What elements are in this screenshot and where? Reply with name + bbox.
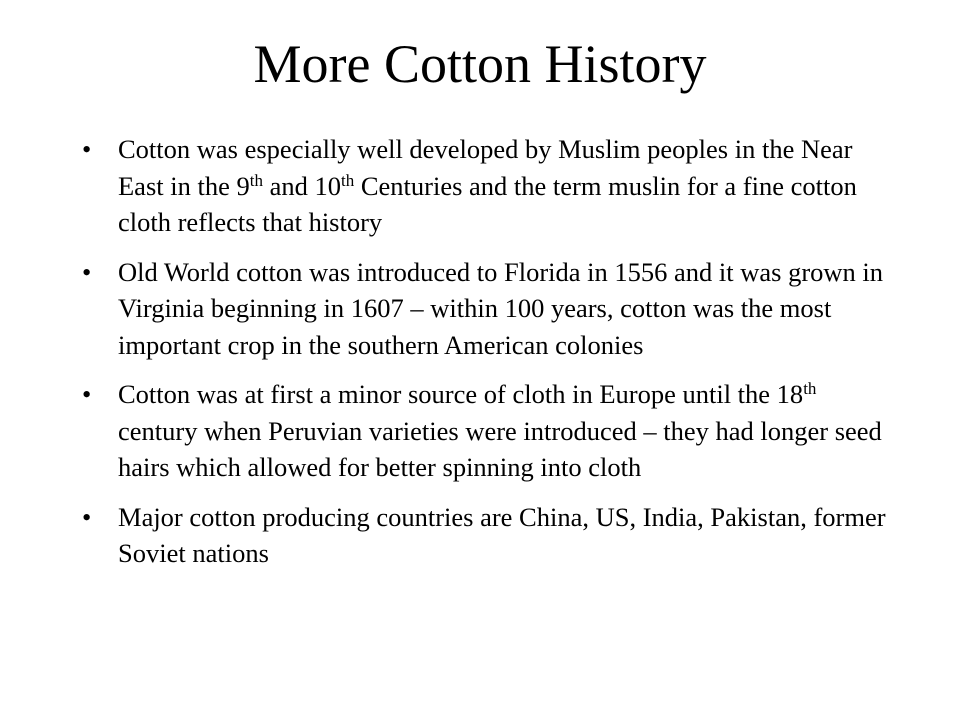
bullet-dot-icon: • bbox=[82, 134, 92, 164]
superscript: th bbox=[341, 170, 355, 190]
bullet-item bbox=[82, 254, 902, 364]
bullet-text bbox=[118, 379, 882, 482]
bullet-text-run: and 10 bbox=[262, 170, 341, 201]
bullet-dot-icon: • bbox=[82, 379, 92, 409]
bullet-item bbox=[82, 131, 902, 241]
bullet-item bbox=[82, 376, 902, 486]
bullet-text-run: Centuries and the term muslin for a fine cotton cloth reflects that history bbox=[118, 170, 857, 237]
bullet-text bbox=[118, 134, 857, 237]
bullet-text-run: Old World cotton was introduced to Florida in 1556 and it was grown in Virginia beginning in 1607 – within 100 years, cotton was the most important crop in the southern American colonies bbox=[118, 256, 884, 360]
bullet-dot-icon: • bbox=[82, 501, 92, 532]
bullet-text-run: Cotton was especially well developed by Muslim peoples in the Near East in the 9 bbox=[118, 134, 853, 201]
bullet-text-run: century when Peruvian varieties were introduced – they had longer seed hairs which allowed for better spinning into cloth bbox=[118, 415, 882, 482]
bullet-text-run: Cotton was at first a minor source of cloth in Europe until the 18 bbox=[118, 379, 804, 409]
superscript: th bbox=[803, 379, 817, 398]
bullet-list bbox=[82, 131, 902, 585]
slide-title: More Cotton History bbox=[253, 34, 707, 94]
bullet-text bbox=[118, 257, 883, 360]
bullet-dot-icon: • bbox=[82, 256, 92, 287]
bullet-text-run: Major cotton producing countries are China, US, India, Pakistan, former Soviet nations bbox=[118, 501, 886, 568]
bullet-text bbox=[118, 502, 886, 569]
superscript: th bbox=[249, 170, 263, 190]
bullet-item bbox=[82, 499, 902, 572]
